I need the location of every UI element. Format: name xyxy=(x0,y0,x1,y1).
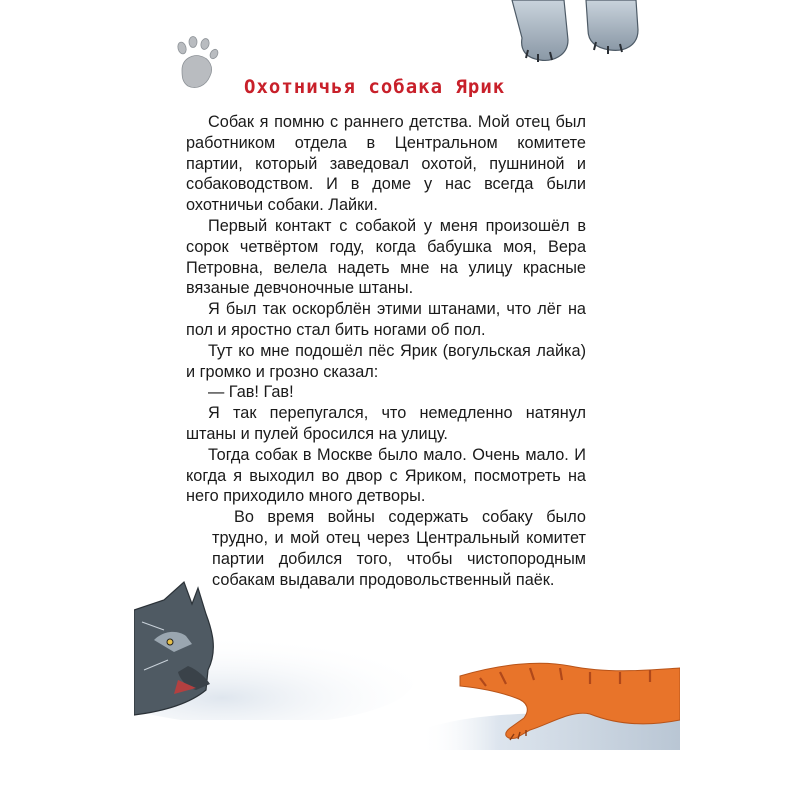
paragraph: Первый контакт с собакой у меня произошёл в сорок четвёртом году, когда бабушка моя, Вера Петровна, велела надеть мне на улицу красные вязаные девчоночные штаны. xyxy=(186,216,586,298)
paragraph: Я так перепугался, что немедленно натянул штаны и пулей бросился на улицу. xyxy=(186,404,586,443)
wolf-paws-illustration xyxy=(498,0,648,68)
paragraph: Тогда собак в Москве было мало. Очень мало. И когда я выходил во двор с Яриком, посмотреть на него приходило много детворы. xyxy=(186,445,586,506)
page-title: Охотничья собака Ярик xyxy=(244,76,506,98)
paw-print-icon xyxy=(172,36,222,92)
wolf-head-illustration xyxy=(134,570,414,720)
paragraph: Во время войны содержать собаку было трудно, и мой отец через Центральный комитет партии добился того, чтобы чистопородным собакам выдавали продовольственный паёк. xyxy=(212,508,586,589)
paragraph: Я был так оскорблён этими штанами, что лёг на пол и яростно стал бить ногами об пол. xyxy=(186,300,586,339)
paragraph: Тут ко мне подошёл пёс Ярик (вогульская лайка) и громко и грозно сказал: xyxy=(186,341,586,381)
orange-cat-illustration xyxy=(420,640,680,750)
story-text xyxy=(186,112,586,590)
paragraph: — Гав! Гав! xyxy=(208,383,294,402)
paragraph: Собак я помню с раннего детства. Мой отец был работником отдела в Центральном комитете партии, который заведовал охотой, пушниной и собаководством. И в доме у нас всегда были охотничьи собаки. Лайки. xyxy=(186,113,586,215)
